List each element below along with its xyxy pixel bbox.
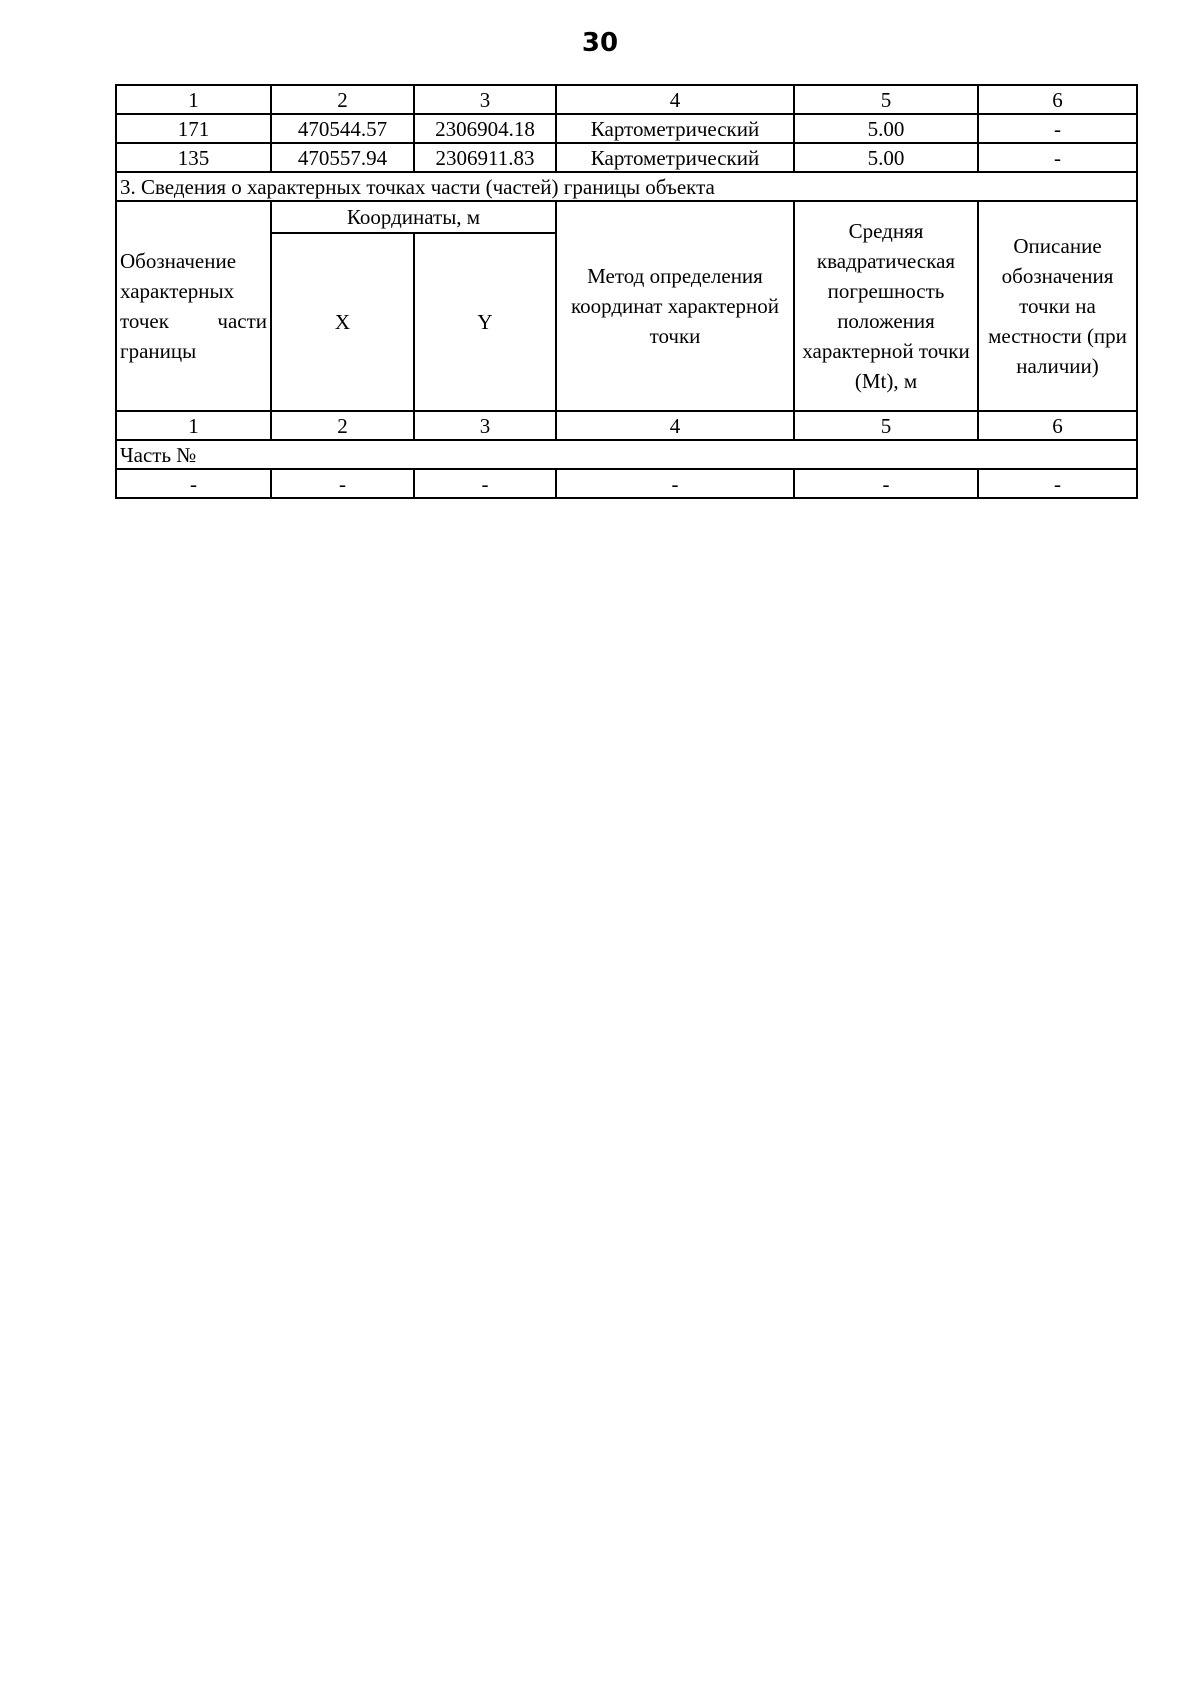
x-coordinate-cell: 470557.94	[271, 143, 414, 172]
empty-cell: -	[116, 469, 271, 498]
empty-cell: -	[271, 469, 414, 498]
column-number-cell: 4	[556, 85, 794, 114]
point-cell: 135	[116, 143, 271, 172]
column-number-cell: 6	[978, 85, 1137, 114]
description-cell: -	[978, 114, 1137, 143]
column-number-cell: 6	[978, 411, 1137, 440]
header-row-top	[116, 201, 1137, 233]
coordinates-header: Координаты, м	[271, 201, 556, 233]
page-number: 30	[581, 28, 619, 58]
section-title-row	[116, 172, 1137, 201]
y-header: Y	[414, 233, 556, 411]
empty-cell: -	[414, 469, 556, 498]
section-title: 3. Сведения о характерных точках части (частей) границы объекта	[116, 172, 1137, 201]
error-cell: 5.00	[794, 143, 978, 172]
point-cell: 171	[116, 114, 271, 143]
empty-cell: -	[556, 469, 794, 498]
error-cell: 5.00	[794, 114, 978, 143]
table-row	[116, 469, 1137, 498]
part-label-row	[116, 440, 1137, 469]
description-header: Описание обозначения точки на местности (при наличии)	[978, 201, 1137, 411]
error-header: Средняя квадратическая погрешность положения характерной точки (Mt), м	[794, 201, 978, 411]
coordinates-table	[115, 84, 1138, 499]
empty-cell: -	[794, 469, 978, 498]
method-cell: Картометрический	[556, 143, 794, 172]
column-number-cell: 1	[116, 411, 271, 440]
point-designation-header: Обозначение характерных точек части границы	[116, 201, 271, 411]
column-number-cell: 3	[414, 411, 556, 440]
column-number-cell: 2	[271, 411, 414, 440]
part-label: Часть №	[116, 440, 1137, 469]
table-row	[116, 114, 1137, 143]
x-coordinate-cell: 470544.57	[271, 114, 414, 143]
column-number-cell: 1	[116, 85, 271, 114]
y-coordinate-cell: 2306911.83	[414, 143, 556, 172]
column-number-cell: 3	[414, 85, 556, 114]
x-header: X	[271, 233, 414, 411]
empty-cell: -	[978, 469, 1137, 498]
column-number-cell: 5	[794, 85, 978, 114]
column-number-row	[116, 411, 1137, 440]
method-cell: Картометрический	[556, 114, 794, 143]
y-coordinate-cell: 2306904.18	[414, 114, 556, 143]
table-row	[116, 143, 1137, 172]
column-number-cell: 5	[794, 411, 978, 440]
column-number-row	[116, 85, 1137, 114]
description-cell: -	[978, 143, 1137, 172]
method-header: Метод определения координат характерной точки	[556, 201, 794, 411]
column-number-cell: 4	[556, 411, 794, 440]
column-number-cell: 2	[271, 85, 414, 114]
